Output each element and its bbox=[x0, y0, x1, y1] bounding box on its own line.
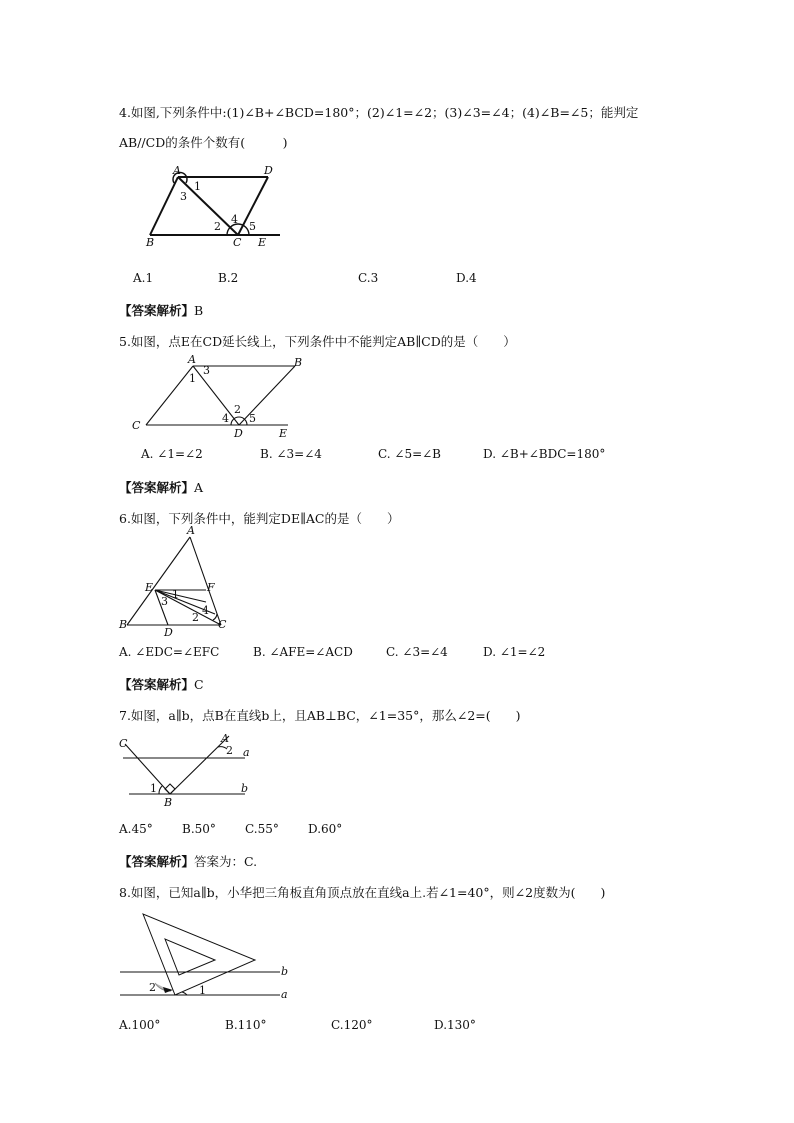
q4-angle-4: 4 bbox=[231, 213, 238, 226]
q6-label-c: C bbox=[218, 618, 227, 631]
q4-answer-value: B bbox=[194, 303, 204, 318]
q8-label-line-a: a bbox=[281, 988, 288, 1001]
q8-option-a[interactable]: A.100° bbox=[119, 1018, 161, 1032]
q5-option-a[interactable]: A. ∠1=∠2 bbox=[141, 447, 203, 461]
q6-angle-2: 2 bbox=[192, 611, 199, 624]
q4-angle-1: 1 bbox=[194, 180, 201, 193]
q5-label-c: C bbox=[132, 419, 141, 432]
q7-label-a: A bbox=[221, 732, 229, 745]
q5-segment-ac bbox=[146, 366, 193, 425]
q6-angle-3: 3 bbox=[161, 595, 168, 608]
q4-angle-5: 5 bbox=[249, 220, 256, 233]
q4-text-line2: AB//CD的条件个数有( ) bbox=[119, 135, 288, 150]
q4-text-line1: 4.如图,下列条件中:(1)∠B+∠BCD=180°；(2)∠1=∠2；(3)∠3=∠4；(4)∠B=∠5；能判定 bbox=[119, 105, 639, 120]
q6-angle-arc-c bbox=[213, 614, 217, 620]
q4-option-b[interactable]: B.2 bbox=[218, 271, 239, 285]
q7-angle-1: 1 bbox=[150, 782, 157, 795]
q6-label-d: D bbox=[164, 626, 173, 639]
q7-answer-tag: 【答案解析】 bbox=[119, 854, 195, 869]
q8-option-c[interactable]: C.120° bbox=[331, 1018, 373, 1032]
q7-option-b[interactable]: B.50° bbox=[182, 822, 216, 836]
q5-answer-value: A bbox=[194, 480, 204, 495]
q6-answer bbox=[119, 675, 204, 693]
q7-option-a[interactable]: A.45° bbox=[119, 822, 153, 836]
q6-answer-tag: 【答案解析】 bbox=[119, 677, 195, 692]
q4-answer bbox=[119, 301, 203, 319]
q5-option-b[interactable]: B. ∠3=∠4 bbox=[260, 447, 322, 461]
q7-answer bbox=[119, 852, 257, 870]
q4-answer-tag: 【答案解析】 bbox=[119, 303, 195, 318]
q7-text-line1: 7.如图，a∥b，点B在直线b上，且AB⊥BC，∠1=35°，那么∠2=( ) bbox=[119, 708, 521, 723]
q5-label-a: A bbox=[188, 353, 196, 366]
q5-angle-3: 3 bbox=[203, 364, 210, 377]
q8-triangle-ruler-inner bbox=[165, 939, 215, 975]
q6-option-c[interactable]: C. ∠3=∠4 bbox=[386, 645, 448, 659]
q6-label-a: A bbox=[187, 524, 195, 537]
q8-angle-1: 1 bbox=[199, 984, 206, 997]
q5-segment-ad bbox=[193, 366, 239, 425]
q6-label-f: F bbox=[207, 581, 215, 594]
q8-label-line-b: b bbox=[281, 965, 289, 978]
q4-figure bbox=[140, 162, 285, 250]
q6-text-line1: 6.如图，下列条件中，能判定DE∥AC的是（ ） bbox=[119, 511, 400, 526]
q7-angle-arc-1 bbox=[159, 786, 162, 794]
q5-segment-bd bbox=[239, 366, 295, 425]
q6-segment-ab bbox=[127, 537, 190, 625]
q6-figure bbox=[118, 524, 230, 639]
q5-label-d: D bbox=[234, 427, 243, 440]
q8-triangle-ruler-outer bbox=[143, 914, 255, 995]
q7-segment-bc bbox=[125, 744, 170, 794]
q7-option-d[interactable]: D.60° bbox=[308, 822, 343, 836]
q7-label-c: C bbox=[119, 737, 128, 750]
q8-option-d[interactable]: D.130° bbox=[434, 1018, 476, 1032]
q5-label-b: B bbox=[294, 356, 303, 369]
q8-option-b[interactable]: B.110° bbox=[225, 1018, 267, 1032]
q5-label-e: E bbox=[279, 427, 288, 440]
q6-option-d[interactable]: D. ∠1=∠2 bbox=[483, 645, 546, 659]
q5-angle-5: 5 bbox=[249, 412, 256, 425]
q5-option-d[interactable]: D. ∠B+∠BDC=180° bbox=[483, 447, 606, 461]
q5-answer-tag: 【答案解析】 bbox=[119, 480, 195, 495]
q6-option-b[interactable]: B. ∠AFE=∠ACD bbox=[253, 645, 353, 659]
q5-angle-1: 1 bbox=[189, 372, 196, 385]
q5-angle-2: 2 bbox=[234, 403, 241, 416]
q4-segment-ab bbox=[150, 177, 178, 235]
q7-option-c[interactable]: C.55° bbox=[245, 822, 279, 836]
q4-label-d: D bbox=[264, 164, 273, 177]
q4-angle-3: 3 bbox=[180, 190, 187, 203]
q5-text-line1: 5.如图，点E在CD延长线上，下列条件中不能判定AB∥CD的是（ ） bbox=[119, 334, 516, 349]
q4-label-a: A bbox=[173, 164, 181, 177]
q4-label-c: C bbox=[233, 236, 242, 249]
q4-segment-ac bbox=[178, 177, 238, 235]
q6-label-b: B bbox=[119, 618, 128, 631]
q7-label-line-b: b bbox=[241, 782, 249, 795]
q7-angle-2: 2 bbox=[226, 744, 233, 757]
q6-angle-1: 1 bbox=[172, 588, 179, 601]
q8-text-line1: 8.如图，已知a∥b，小华把三角板直角顶点放在直线a上.若∠1=40°，则∠2度数为( ) bbox=[119, 885, 606, 900]
q7-answer-value: 答案为：C. bbox=[194, 854, 258, 869]
q4-option-d[interactable]: D.4 bbox=[456, 271, 477, 285]
q7-right-angle-mark bbox=[165, 784, 175, 794]
q8-arrow-icon bbox=[163, 987, 173, 993]
q7-figure bbox=[115, 730, 260, 808]
q4-option-a[interactable]: A.1 bbox=[133, 271, 154, 285]
q8-angle-2: 2 bbox=[149, 981, 156, 994]
q4-angle-2: 2 bbox=[214, 220, 221, 233]
q7-label-line-a: a bbox=[243, 746, 250, 759]
q7-label-b: B bbox=[164, 796, 173, 809]
q6-answer-value: C bbox=[194, 677, 204, 692]
q6-option-a[interactable]: A. ∠EDC=∠EFC bbox=[119, 645, 220, 659]
q6-label-e: E bbox=[145, 581, 154, 594]
q4-option-c[interactable]: C.3 bbox=[358, 271, 379, 285]
q4-label-e: E bbox=[258, 236, 267, 249]
q4-label-b: B bbox=[146, 236, 155, 249]
q5-answer bbox=[119, 478, 203, 496]
q5-option-c[interactable]: C. ∠5=∠B bbox=[378, 447, 441, 461]
q6-angle-4: 4 bbox=[202, 604, 209, 617]
q5-figure bbox=[130, 353, 303, 440]
q8-figure bbox=[115, 905, 295, 1005]
q5-angle-4: 4 bbox=[222, 412, 229, 425]
